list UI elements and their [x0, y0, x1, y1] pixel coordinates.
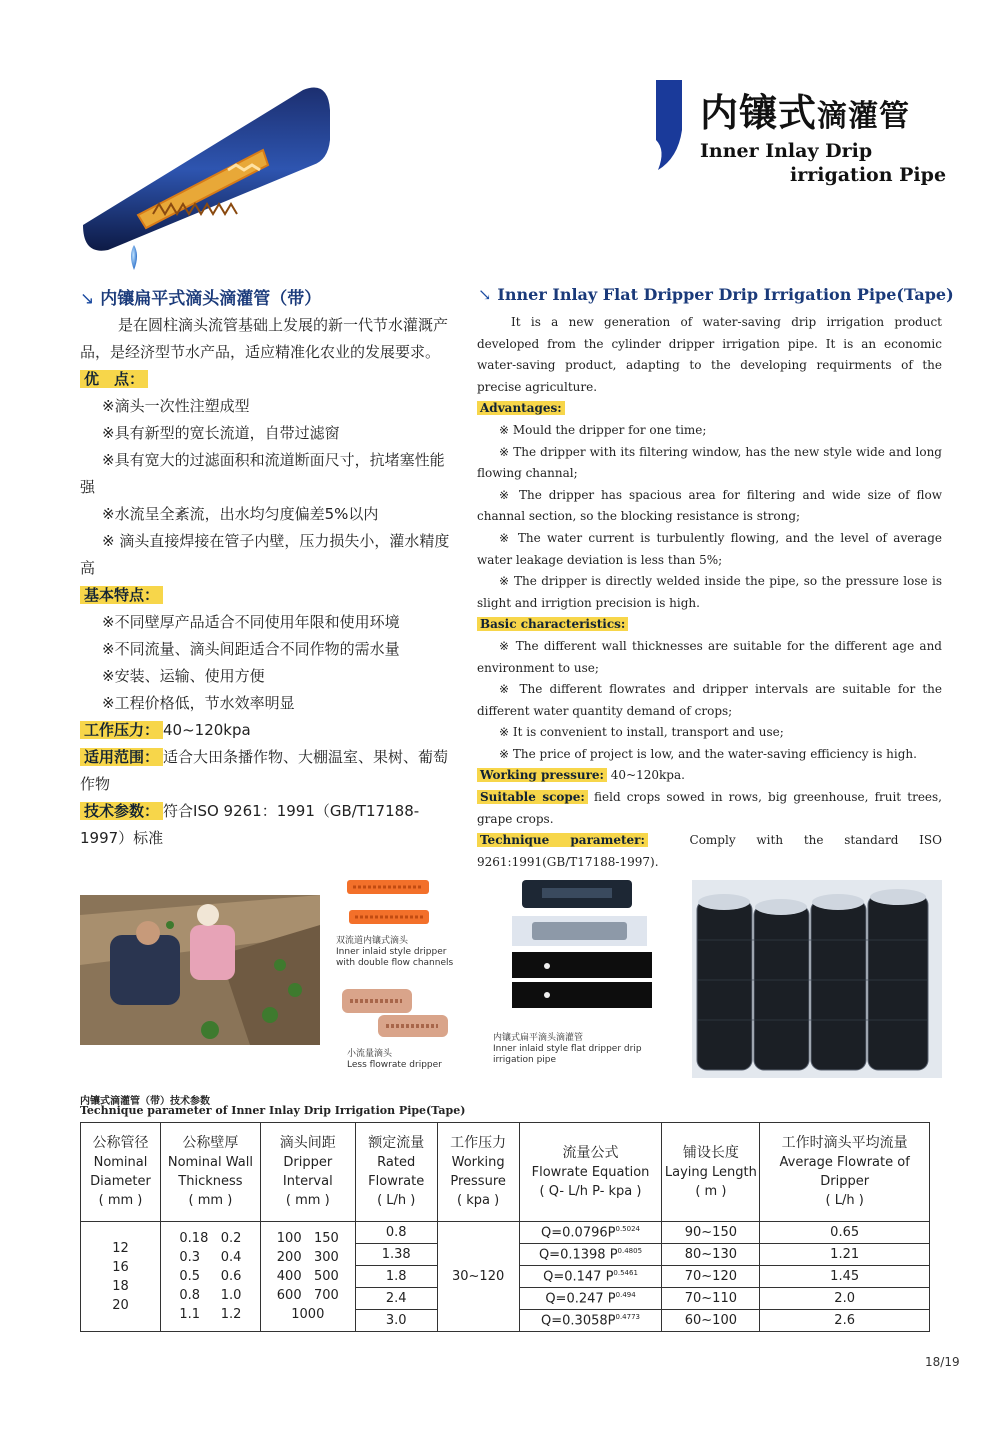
right-pressure-value: 40~120kpa.: [610, 768, 685, 783]
right-body: [477, 312, 942, 873]
left-tech-value: 符合ISO 9261：1991（GB/T17188-1997）标准: [80, 802, 420, 847]
avg-cell: 1.21: [760, 1244, 930, 1266]
table-header-cell: 公称壁厚 Nominal Wall Thickness ( mm ): [160, 1123, 260, 1222]
equation-cell: $Q=0.0796P^{0.5024}$: [519, 1222, 662, 1244]
table-header-cell: 额定流量 Rated Flowrate ( L/h ): [355, 1123, 437, 1222]
right-basic-item: ※ The different wall thicknesses are suitable for the different age and environment to use;: [477, 638, 942, 675]
table-header-cell: 铺设长度 Laying Length ( m ): [662, 1123, 760, 1222]
table-header-cell: 流量公式 Flowrate Equation ( Q- L/h P- kpa ): [519, 1123, 662, 1222]
right-tech-label: Technique parameter:: [477, 833, 648, 847]
right-tech-value: Comply with the standard ISO 9261:1991(GB/T17188-1997).: [477, 833, 942, 869]
table-row: [81, 1222, 930, 1244]
farmers-photo: [80, 895, 320, 1045]
right-basic-item: ※ The different flowrates and dripper intervals are suitable for the different water quantity demand of crops;: [477, 682, 942, 718]
page-number: 18/19: [925, 1355, 960, 1369]
left-body: [80, 312, 455, 852]
left-adv-item: ※具有宽大的过滤面积和流道断面尺寸，抗堵塞性能强: [80, 451, 445, 496]
avg-cell: 0.65: [760, 1222, 930, 1244]
avg-cell: 2.6: [760, 1310, 930, 1332]
left-scope-label: 适用范围：: [80, 748, 163, 766]
table-header-row: [81, 1123, 930, 1222]
left-pressure-value: 40~120kpa: [163, 721, 251, 739]
pipe-illustration: [78, 80, 338, 275]
spec-table: [80, 1122, 930, 1332]
page-title-cn: [700, 82, 910, 137]
right-adv-item: ※ The dripper with its filtering window, has the new style wide and long flowing channal;: [477, 444, 942, 481]
right-basic-label: Basic characteristics:: [477, 617, 628, 631]
rated-cell: 0.8: [355, 1222, 437, 1244]
equation-cell: Q=0.1398 $P^{0.4805}$: [519, 1244, 662, 1266]
length-cell: 80~130: [662, 1244, 760, 1266]
left-adv-item: ※ 滴头直接焊接在管子内壁，压力损失小，灌水精度高: [80, 532, 450, 577]
left-scope-value: 适合大田条播作物、大棚温室、果树、葡萄作物: [80, 748, 449, 793]
left-adv-item: ※水流呈全紊流，出水均匀度偏差5%以内: [102, 505, 379, 523]
length-cell: 90~150: [662, 1222, 760, 1244]
table-header-cell: 工作时滴头平均流量 Average Flowrate of Dripper ( L/h ): [760, 1123, 930, 1222]
table-header-cell: 滴头间距 Dripper Interval ( mm ): [260, 1123, 355, 1222]
length-cell: 60~100: [662, 1310, 760, 1332]
left-basic-item: ※不同流量、滴头间距适合不同作物的需水量: [102, 640, 400, 658]
right-advantages-label: Advantages:: [477, 401, 565, 415]
left-basic-item: ※不同壁厚产品适合不同使用年限和使用环境: [102, 613, 400, 631]
rated-cell: 1.38: [355, 1244, 437, 1266]
equation-cell: Q=0.147 $P^{0.5461}$: [519, 1266, 662, 1288]
left-basic-item: ※工程价格低，节水效率明显: [102, 694, 295, 712]
table-title-cn: 内镶式滴灌管（带）技术参数: [80, 1096, 210, 1107]
table-header-cell: 工作压力 Working Pressure ( kpa ): [437, 1123, 519, 1222]
arrow-icon: ↘: [80, 289, 95, 309]
page-title-en-line2: irrigation Pipe: [790, 164, 947, 186]
title-cn-main: 内镶式: [700, 91, 818, 135]
length-cell: 70~110: [662, 1288, 760, 1310]
diameter-cell: 12 16 18 20: [81, 1222, 161, 1332]
right-scope-label: Suitable scope:: [477, 790, 588, 804]
left-adv-item: ※滴头一次性注塑成型: [102, 397, 250, 415]
left-intro: 是在圆柱滴头流管基础上发展的新一代节水灌溉产品，是经济型节水产品，适应精准化农业的发展要求。: [80, 316, 449, 361]
right-basic-item: ※ It is convenient to install, transport and use;: [499, 725, 784, 740]
right-adv-item: ※ Mould the dripper for one time;: [499, 422, 707, 437]
left-basic-label: 基本特点：: [80, 586, 163, 604]
right-pressure-label: Working pressure:: [477, 768, 607, 782]
pressure-cell: 30~120: [437, 1222, 519, 1332]
left-section-title: ↘ 内镶扁平式滴头滴灌管（带）: [80, 289, 322, 309]
left-pressure-label: 工作压力：: [80, 721, 163, 739]
caption-flat-dripper: 内镶式扁平滴头滴灌管 Inner inlaid style flat dripper drip irrigation pipe: [493, 1033, 642, 1065]
interval-cell: 100 150 200 300 400 500 600 700 1000: [260, 1222, 355, 1332]
avg-cell: 1.45: [760, 1266, 930, 1288]
left-adv-item: ※具有新型的宽长流道，自带过滤窗: [102, 424, 340, 442]
flat-dripper-pipe-image: [512, 880, 652, 1010]
arrow-icon: ↘: [478, 285, 492, 304]
thickness-cell: 0.18 0.2 0.3 0.4 0.5 0.6 0.8 1.0 1.1 1.2: [160, 1222, 260, 1332]
header-mark-icon: [648, 80, 688, 170]
right-adv-item: ※ The dripper is directly welded inside the pipe, so the pressure lose is slight and irrigtion precision is high.: [477, 574, 942, 610]
equation-cell: $Q=0.3058P^{0.4773}$: [519, 1310, 662, 1332]
right-section-title: ↘ Inner Inlay Flat Dripper Drip Irrigation Pipe(Tape): [478, 285, 954, 304]
equation-cell: Q=0.247 $P^{0.494}$: [519, 1288, 662, 1310]
left-basic-item: ※安装、运输、使用方便: [102, 667, 265, 685]
less-flowrate-dripper-image: [340, 985, 450, 1040]
caption-double-channel: 双流道内镶式滴头 Inner inlaid style dripper with double flow channels: [336, 936, 454, 968]
caption-less-flowrate: 小流量滴头 Less flowrate dripper: [347, 1049, 442, 1070]
pipe-rolls-photo: [692, 880, 942, 1078]
page-title-en-line1: Inner Inlay Drip: [700, 140, 873, 162]
table-title-en: Technique parameter of Inner Inlay Drip Irrigation Pipe(Tape): [80, 1104, 466, 1117]
rated-cell: 1.8: [355, 1266, 437, 1288]
right-adv-item: ※ The dripper has spacious area for filtering and wide size of flow channal section, so the blocking resistance is strong;: [477, 487, 942, 524]
rated-cell: 3.0: [355, 1310, 437, 1332]
left-tech-label: 技术参数：: [80, 802, 163, 820]
title-cn-sub: 滴灌管: [817, 99, 911, 134]
rated-cell: 2.4: [355, 1288, 437, 1310]
table-header-cell: 公称管径 Nominal Diameter ( mm ): [81, 1123, 161, 1222]
right-basic-item: ※ The price of project is low, and the water-saving efficiency is high.: [499, 746, 917, 761]
avg-cell: 2.0: [760, 1288, 930, 1310]
right-scope-value: field crops sowed in rows, big greenhouse, fruit trees, grape crops.: [477, 790, 942, 826]
right-intro: It is a new generation of water-saving drip irrigation product developed from the cylinder dripper irrigation pipe. It is an economic water-saving product, adapting to the developing requirments of the precise agriculture.: [477, 315, 942, 394]
double-channel-dripper-image: [345, 878, 433, 928]
right-adv-item: ※ The water current is turbulently flowing, and the level of average water leakage deviation is less than 5%;: [477, 530, 942, 567]
left-advantages-label: 优 点：: [80, 370, 148, 388]
length-cell: 70~120: [662, 1266, 760, 1288]
